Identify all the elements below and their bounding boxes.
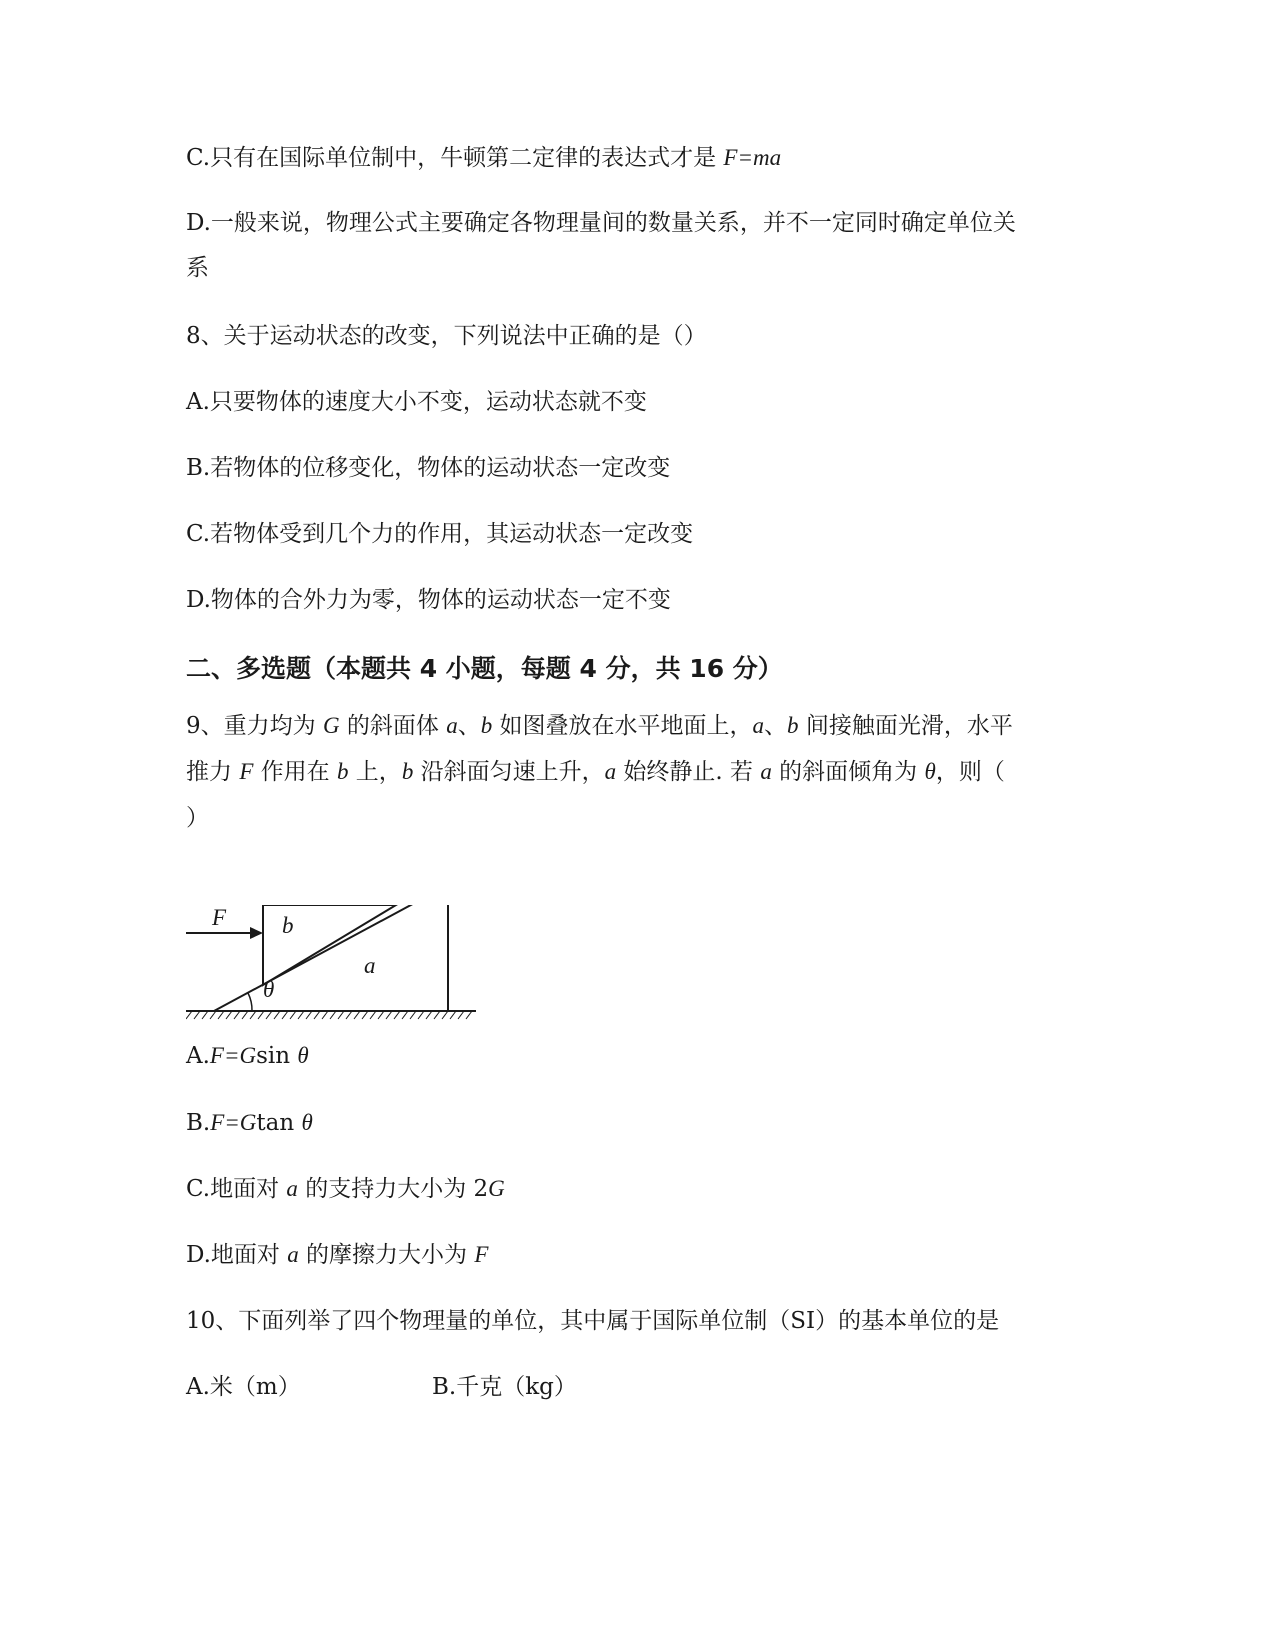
q8-option-b: B.若物体的位移变化，物体的运动状态一定改变 xyxy=(186,455,671,481)
q9-var-a: a xyxy=(287,1242,299,1267)
section-heading-multiple-choice: 二、多选题（本题共 4 小题，每题 4 分，共 16 分） xyxy=(186,654,783,683)
q9-option-b-formula: F=G xyxy=(210,1110,257,1135)
q7-option-d: D.一般来说，物理公式主要确定各物理量间的数量关系，并不一定同时确定单位关 xyxy=(186,210,1016,236)
q7-option-c-formula: F=ma xyxy=(723,145,782,170)
q9-var-b: b xyxy=(337,759,349,784)
diagram-label-f: F xyxy=(212,905,227,930)
q9-option-c-text: C.地面对 xyxy=(186,1176,287,1202)
q9-text: 、 xyxy=(764,713,788,739)
q9-var-a: a xyxy=(286,1176,298,1201)
q9-option-a-formula: F=G xyxy=(209,1043,257,1068)
q9-var-f: F xyxy=(474,1242,489,1267)
q8-option-d: D.物体的合外力为零，物体的运动状态一定不变 xyxy=(186,587,671,613)
q9-option-c-text: 的支持力大小为 2 xyxy=(297,1176,489,1202)
q9-text: 间接触面光滑，水平 xyxy=(798,713,1013,739)
q10-option-b: B.千克（kg） xyxy=(432,1374,577,1400)
incline-diagram xyxy=(186,905,496,1039)
q9-text: 作用在 xyxy=(253,759,337,785)
q9-text: 上， xyxy=(348,759,402,785)
q9-text: 的斜面倾角为 xyxy=(771,759,925,785)
incline-diagram-svg xyxy=(186,905,496,1035)
diagram-label-theta: θ xyxy=(263,977,275,1002)
q9-text: ，则（ xyxy=(935,759,1005,785)
q9-text: 始终静止. 若 xyxy=(616,759,761,785)
q8-option-a: A.只要物体的速度大小不变，运动状态就不变 xyxy=(186,389,647,415)
q9-option-c xyxy=(186,1173,505,1205)
q9-var-a: a xyxy=(604,759,617,784)
q9-option-d xyxy=(186,1239,488,1271)
q9-var-a: a xyxy=(446,713,458,738)
q9-text: 如图叠放在水平地面上， xyxy=(492,713,753,739)
q9-var-theta: θ xyxy=(297,1043,309,1068)
q9-var-theta: θ xyxy=(924,759,936,784)
q9-option-b-letter: B. xyxy=(186,1110,211,1136)
q9-text: 的斜面体 xyxy=(339,713,447,739)
q9-option-a-fn: sin xyxy=(256,1043,298,1069)
q10-stem: 10、下面列举了四个物理量的单位，其中属于国际单位制（SI）的基本单位的是 xyxy=(186,1308,1000,1334)
q9-text: 沿斜面匀速上升， xyxy=(413,759,605,785)
diagram-label-b: b xyxy=(282,913,294,938)
q8-stem: 8、关于运动状态的改变，下列说法中正确的是（） xyxy=(186,323,707,349)
q9-stem-line2 xyxy=(186,756,1005,788)
q9-text: 、 xyxy=(457,713,481,739)
q9-var-a: a xyxy=(760,759,772,784)
q9-var-g: G xyxy=(488,1176,505,1201)
q9-option-d-text: D.地面对 xyxy=(186,1242,288,1268)
q8-option-c: C.若物体受到几个力的作用，其运动状态一定改变 xyxy=(186,521,694,547)
q9-var-b: b xyxy=(480,713,493,738)
q7-option-c-text: C.只有在国际单位制中，牛顿第二定律的表达式才是 xyxy=(186,145,724,171)
q9-var-b: b xyxy=(787,713,799,738)
q9-option-b-fn: tan xyxy=(256,1110,302,1136)
q9-var-a: a xyxy=(752,713,765,738)
angle-arc xyxy=(248,993,252,1011)
q9-option-b xyxy=(186,1107,313,1139)
q7-option-d-continued: 系 xyxy=(186,255,209,281)
q9-text: 推力 xyxy=(186,759,240,785)
q10-option-a: A.米（m） xyxy=(186,1374,301,1400)
q9-var-f: F xyxy=(239,759,254,784)
q9-var-theta: θ xyxy=(301,1110,313,1135)
q9-stem-line1 xyxy=(186,710,1013,742)
q9-var-g: G xyxy=(322,713,340,738)
force-arrow-head xyxy=(250,927,263,939)
q7-option-c xyxy=(186,142,781,174)
q9-option-d-text: 的摩擦力大小为 xyxy=(298,1242,475,1268)
q9-option-a-letter: A. xyxy=(186,1043,210,1069)
q9-option-a xyxy=(186,1040,309,1072)
diagram-label-a: a xyxy=(364,953,376,978)
ground-hatching xyxy=(186,1011,472,1019)
q9-stem-line3: ） xyxy=(186,805,209,831)
q9-text: 9、重力均为 xyxy=(186,713,323,739)
q9-var-b: b xyxy=(401,759,414,784)
